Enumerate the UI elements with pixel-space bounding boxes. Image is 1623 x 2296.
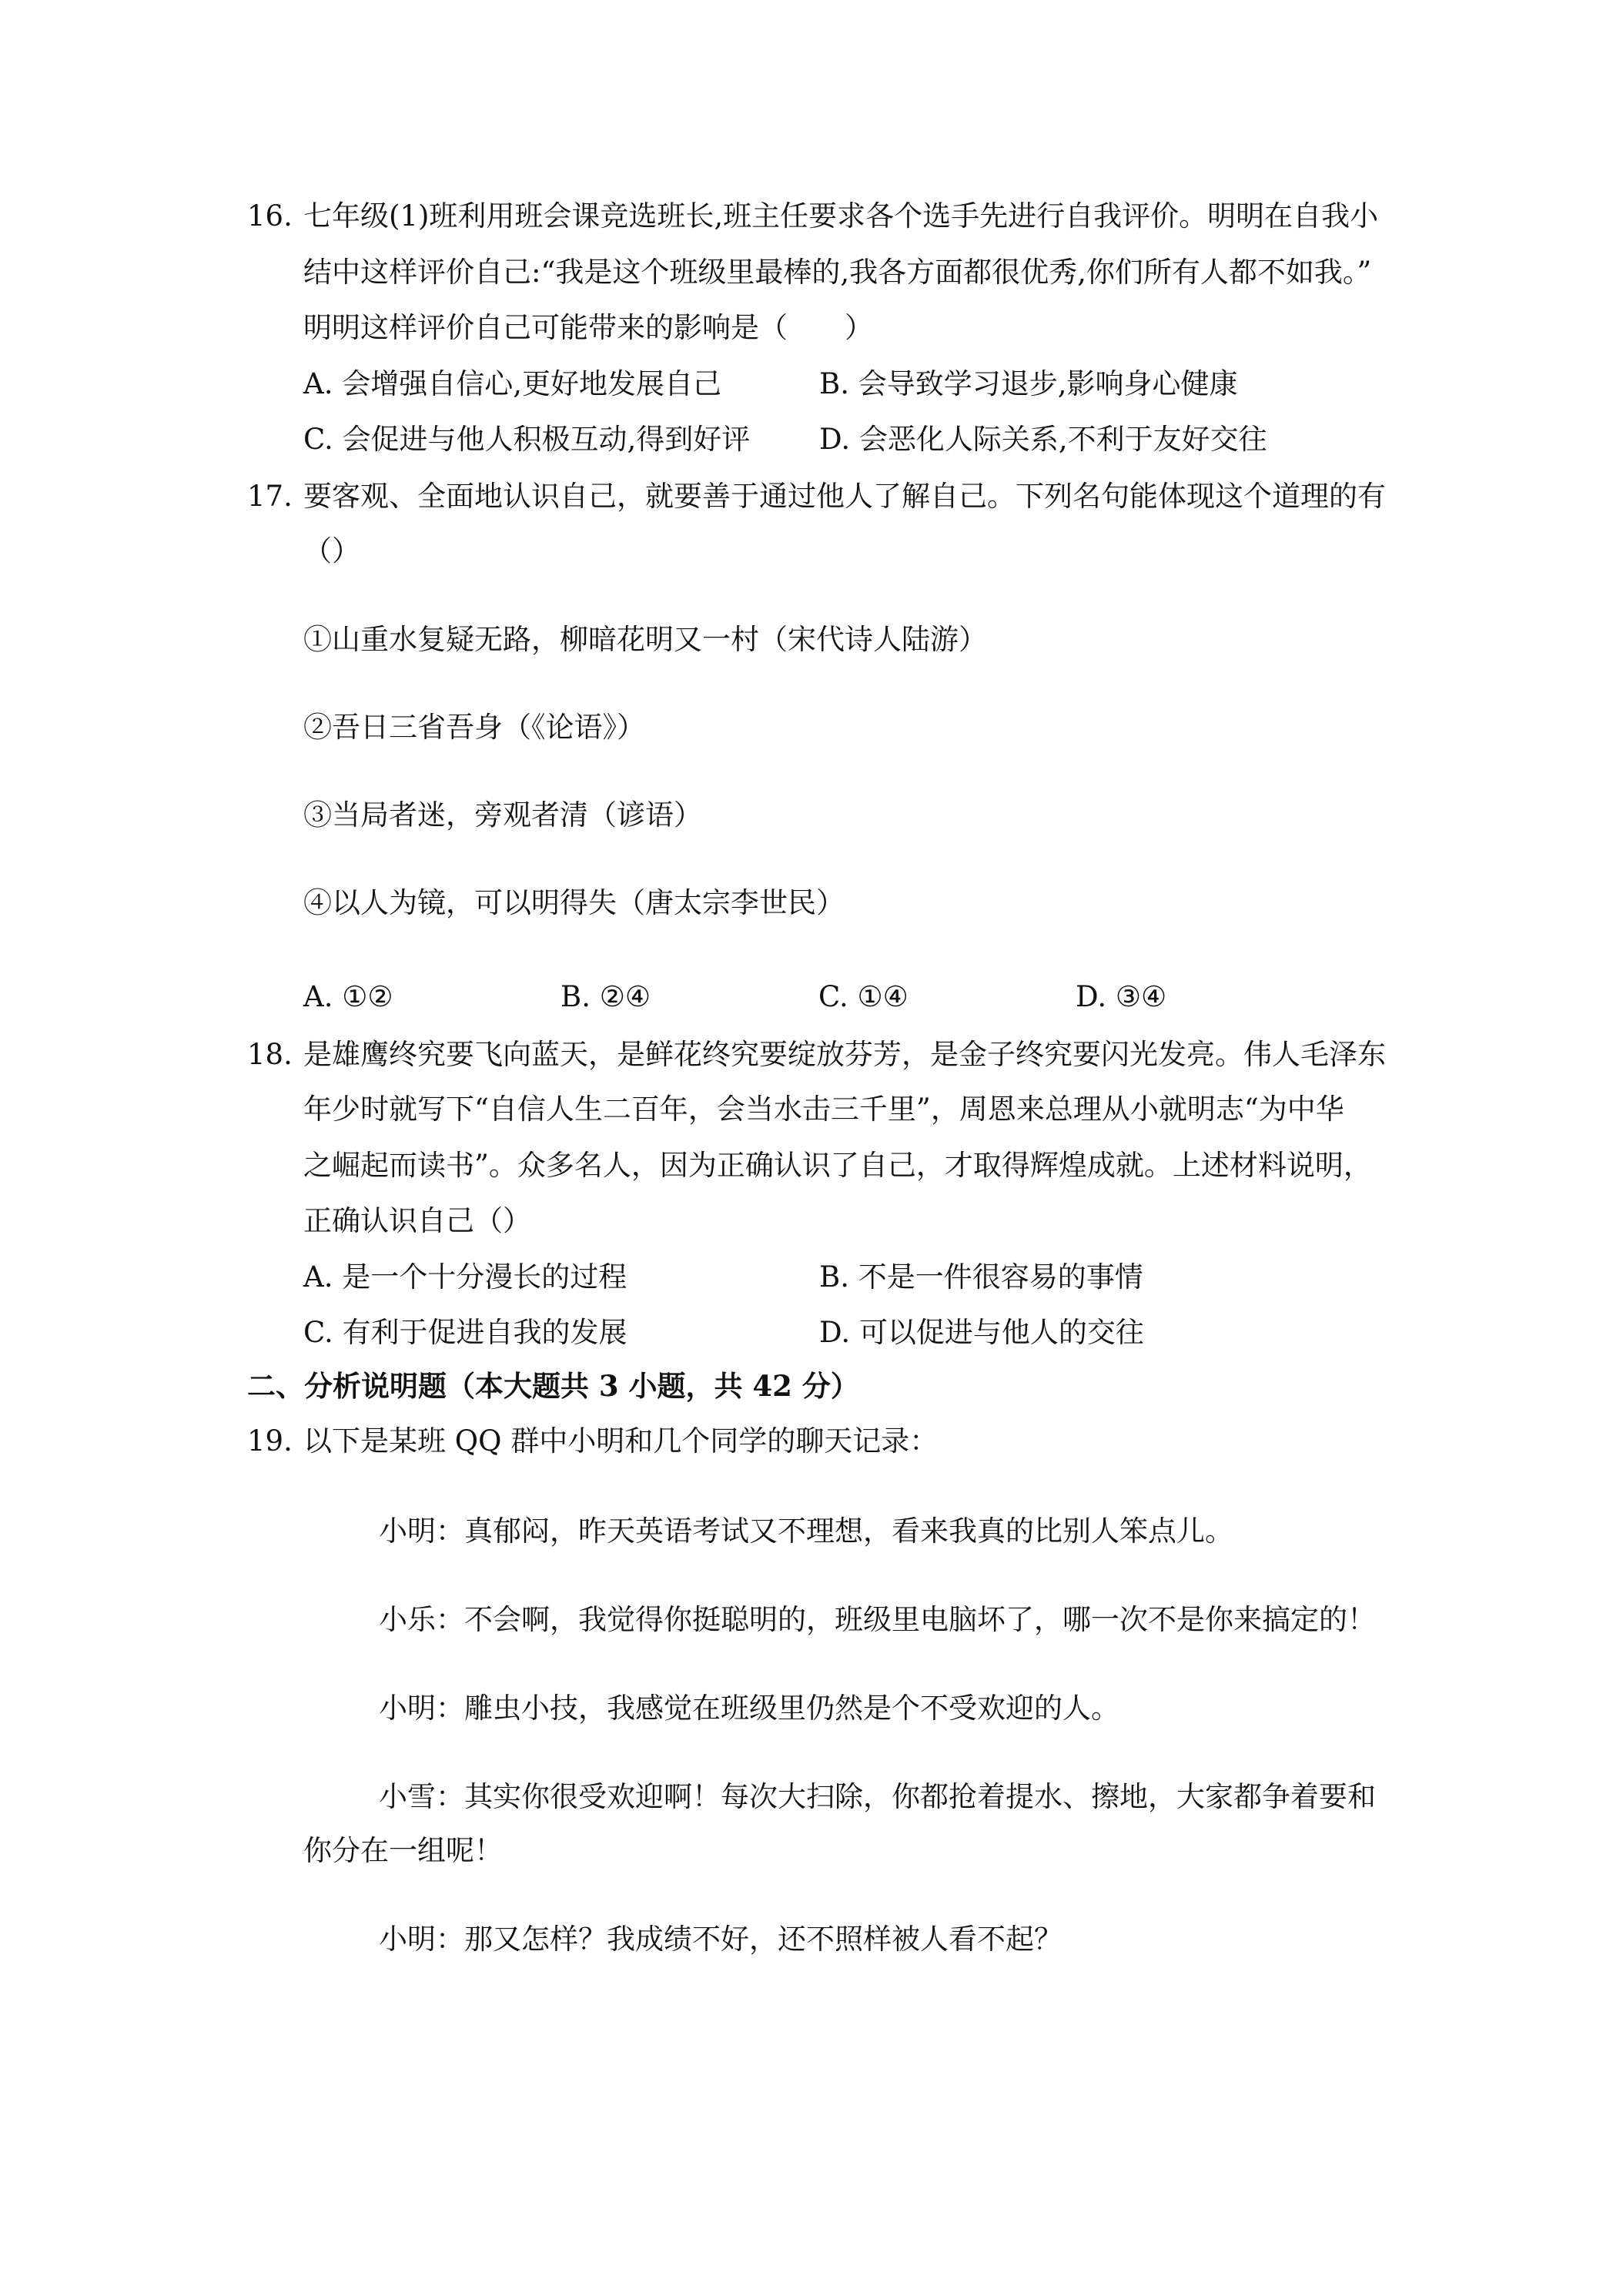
question-16-number: 16. <box>247 199 293 233</box>
question-18-stem-line-3: 之崛起而读书”。众多名人，因为正确认识了自己，才取得辉煌成就。上述材料说明， <box>303 1149 1372 1182</box>
question-16-option-c: C. 会促进与他人积极互动,得到好评 <box>303 423 751 456</box>
question-18-number: 18. <box>247 1038 293 1071</box>
question-17-item-4: ④以人为镜，可以明得失（唐太宗李世民） <box>303 886 845 919</box>
question-18-option-d: D. 可以促进与他人的交往 <box>819 1316 1144 1349</box>
question-16-stem-line-2: 结中这样评价自己:“我是这个班级里最棒的,我各方面都很优秀,你们所有人都不如我。” <box>303 256 1372 289</box>
chat-message-5: 小明：那又怎样？我成绩不好，还不照样被人看不起？ <box>379 1923 1062 1956</box>
question-17-number: 17. <box>247 480 293 513</box>
question-16-stem-line-3: 明明这样评价自己可能带来的影响是（ ） <box>303 311 873 344</box>
question-16-stem-line-1: 七年级(1)班利用班会课竞选班长,班主任要求各个选手先进行自我评价。明明在自我小 <box>303 199 1379 233</box>
question-18-option-b: B. 不是一件很容易的事情 <box>819 1260 1143 1294</box>
question-16-option-a: A. 会增强自信心,更好地发展自己 <box>303 367 722 400</box>
question-19-intro: 以下是某班 QQ 群中小明和几个同学的聊天记录： <box>303 1424 939 1458</box>
question-17-option-d: D. ③④ <box>1076 980 1167 1013</box>
question-18-option-a: A. 是一个十分漫长的过程 <box>303 1260 627 1294</box>
question-18-stem-line-4: 正确认识自己（） <box>303 1204 531 1237</box>
chat-message-4-line-2: 你分在一组呢！ <box>303 1834 503 1867</box>
chat-message-3: 小明：雕虫小技，我感觉在班级里仍然是个不受欢迎的人。 <box>379 1692 1119 1725</box>
section-heading: 二、分析说明题（本大题共 3 小题，共 42 分） <box>247 1369 859 1403</box>
chat-message-2: 小乐：不会啊，我觉得你挺聪明的，班级里电脑坏了，哪一次不是你来搞定的！ <box>379 1603 1376 1636</box>
question-19-number: 19. <box>247 1424 293 1458</box>
question-18-option-c: C. 有利于促进自我的发展 <box>303 1316 627 1349</box>
chat-message-1: 小明：真郁闷，昨天英语考试又不理想，看来我真的比别人笨点儿。 <box>379 1514 1233 1548</box>
chat-message-4-line-1: 小雪：其实你很受欢迎啊！每次大扫除，你都抢着提水、擦地，大家都争着要和 <box>379 1780 1376 1813</box>
question-17-item-2: ②吾日三省吾身（《论语》） <box>303 711 645 744</box>
question-16-option-d: D. 会恶化人际关系,不利于友好交往 <box>819 423 1267 456</box>
question-17-option-b: B. ②④ <box>561 980 651 1013</box>
question-17-option-a: A. ①② <box>303 980 393 1013</box>
question-17-option-c: C. ①④ <box>818 980 909 1013</box>
question-17-stem-line-1: 要客观、全面地认识自己，就要善于通过他人了解自己。下列名句能体现这个道理的有 <box>303 480 1386 513</box>
question-17-item-3: ③当局者迷，旁观者清（谚语） <box>303 798 702 832</box>
question-18-stem-line-2: 年少时就写下“自信人生二百年，会当水击三千里”，周恩来总理从小就明志“为中华 <box>303 1093 1344 1126</box>
question-17-stem-line-2: （） <box>303 534 360 567</box>
question-18-stem-line-1: 是雄鹰终究要飞向蓝天，是鲜花终究要绽放芬芳，是金子终究要闪光发亮。伟人毛泽东 <box>303 1038 1386 1071</box>
question-17-item-1: ①山重水复疑无路，柳暗花明又一村（宋代诗人陆游） <box>303 623 987 656</box>
question-16-option-b: B. 会导致学习退步,影响身心健康 <box>819 367 1238 400</box>
